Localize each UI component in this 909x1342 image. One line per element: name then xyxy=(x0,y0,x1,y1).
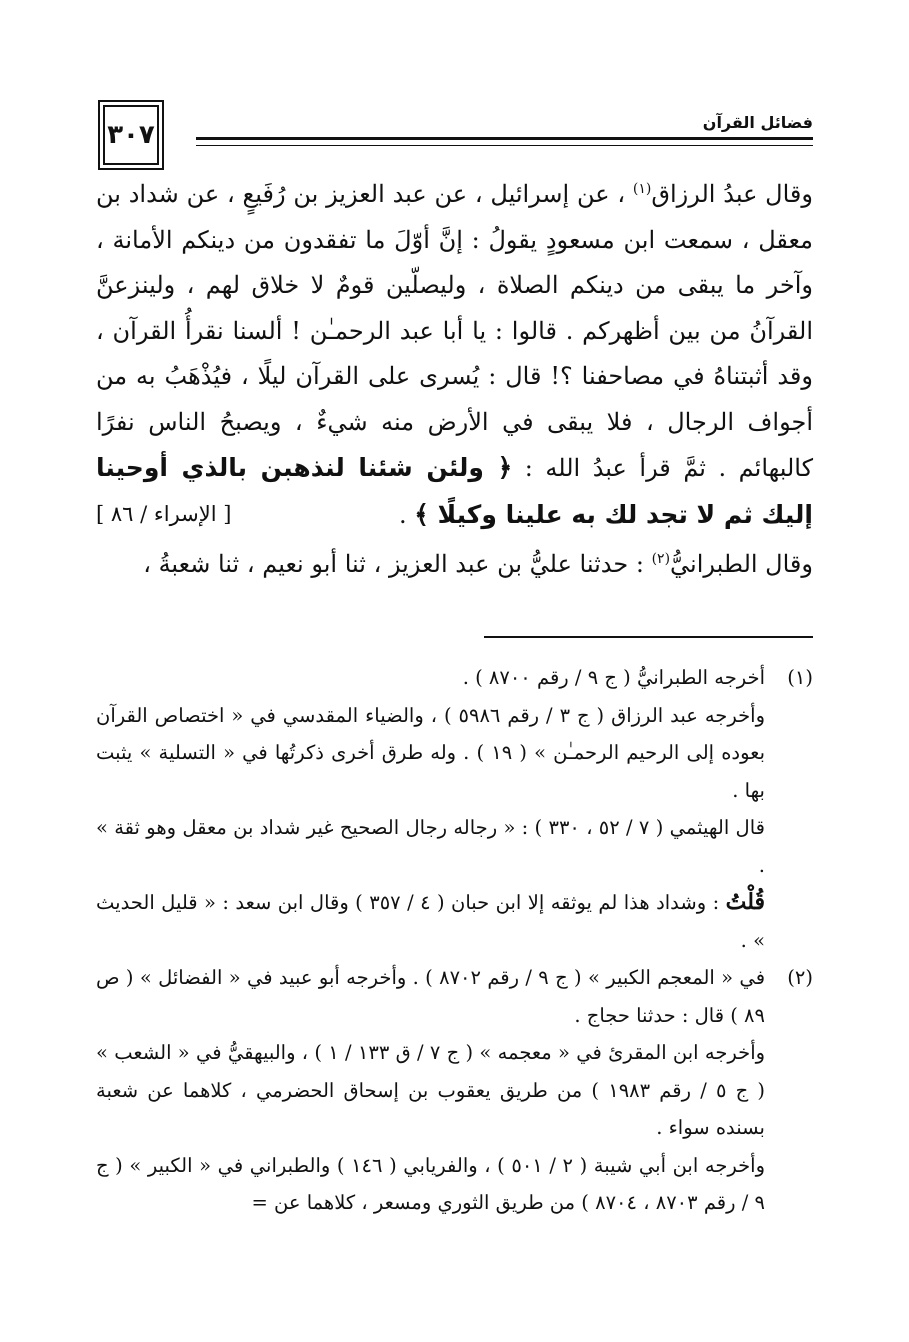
text-span: : وشداد هذا لم يوثقه إلا ابن حبان ( ٤ / ٣٥٧ ) وقال ابن سعد : « قليل الحديث » . xyxy=(96,891,765,952)
verse-reference: [ الإسراء / ٨٦ ] xyxy=(96,501,232,526)
text-span: . xyxy=(399,500,415,529)
page-number: ٣٠٧ xyxy=(98,100,164,170)
footnote-2 xyxy=(96,959,813,1222)
footnote-line: وأخرجه ابن المقرئ في « معجمه » ( ج ٧ / ق ١٣٣ / ١ ) ، والبيهقيُّ في « الشعب » ( ج ٥ / رقم ١٩٨٣ ) من طريق يعقوب بن إسحاق الحضرمي ، كلاهما عن شعبة بسنده سواء . xyxy=(96,1041,766,1139)
quran-verse: ﴿ ولئن شئنا لنذهبن بالذي أوحينا إليك ثم لا تجد لك به علينا وكيلًا ﴾ xyxy=(96,453,813,529)
paragraph-1 xyxy=(96,172,813,538)
text-span: ، عن إسرائيل ، عن عبد العزيز بن رُفَيعٍ ، عن شداد بن معقل ، سمعت ابن مسعودٍ يقولُ : إنَّ أوّلَ ما تفقدون من دينكم الأمانة ، وآخر ما يبقى من دينكم الصلاة ، وليصلّين قومٌ لا خلاق لهم ، ولينزعنَّ القرآنُ من بين أظهركم . قالوا : يا أبا عبد الرحمـٰن ! ألسنا نقرأُ القرآن ، وقد أثبتناهُ في مصاحفنا ؟! قال : يُسرى على القرآن ليلًا ، فيُذْهَبُ به من أجواف الرجال ، فلا يبقى في الأرض منه شيءٌ ، ويصبحُ الناس نفرًا كالبهائم . ثمَّ قرأ عبدُ الله : xyxy=(96,180,813,482)
footnote-line: أخرجه الطبرانيُّ ( ج ٩ / رقم ٨٧٠٠ ) . xyxy=(462,666,765,689)
running-header-title: فضائل القرآن xyxy=(702,113,813,132)
footnote-line: وأخرجه ابن أبي شيبة ( ٢ / ٥٠١ ) ، والفريابي ( ١٤٦ ) والطبراني في « الكبير » ( ج ٩ / رقم ٨٧٠٣ ، ٨٧٠٤ ) من طريق الثوري ومسعر ، كلاهما عن = xyxy=(96,1153,766,1214)
footnote-ref-1: (١) xyxy=(632,181,652,197)
header-rule xyxy=(196,137,813,146)
text-span: : حدثنا عليُّ بن عبد العزيز ، ثنا أبو نعيم ، ثنا شعبةُ ، xyxy=(143,550,652,578)
footnote-line: قال الهيثمي ( ٧ / ٥٢ ، ٣٣٠ ) : « رجاله رجال الصحيح غير شداد بن معقل وهو ثقة » . xyxy=(96,816,765,877)
footnote-line: وأخرجه عبد الرزاق ( ج ٣ / رقم ٥٩٨٦ ) ، والضياء المقدسي في « اختصاص القرآن بعوده إلى الرحيم الرحمـٰن » ( ١٩ ) . وله طرق أخرى ذكرتُها في « التسلية » يثبت بها . xyxy=(96,703,765,802)
footnote-separator xyxy=(484,636,813,638)
footnote-1 xyxy=(96,659,813,959)
footnote-line xyxy=(96,884,765,959)
paragraph-2 xyxy=(96,542,813,588)
footnote-number: (١) xyxy=(787,666,813,689)
footnote-ref-2: (٢) xyxy=(651,551,671,567)
main-text xyxy=(96,172,813,588)
text-span: وقال الطبرانيُّ xyxy=(670,550,813,578)
footnote-line: في « المعجم الكبير » ( ج ٩ / رقم ٨٧٠٢ ) . وأخرجه أبو عبيد في « الفضائل » ( ص ٨٩ ) قال : حدثنا حجاج . xyxy=(96,966,766,1027)
text-span: وقال عبدُ الرزاق xyxy=(651,180,813,208)
note-keyword: قُلْتُ xyxy=(725,889,765,915)
footnotes xyxy=(96,659,813,1222)
footnote-number: (٢) xyxy=(787,966,813,989)
